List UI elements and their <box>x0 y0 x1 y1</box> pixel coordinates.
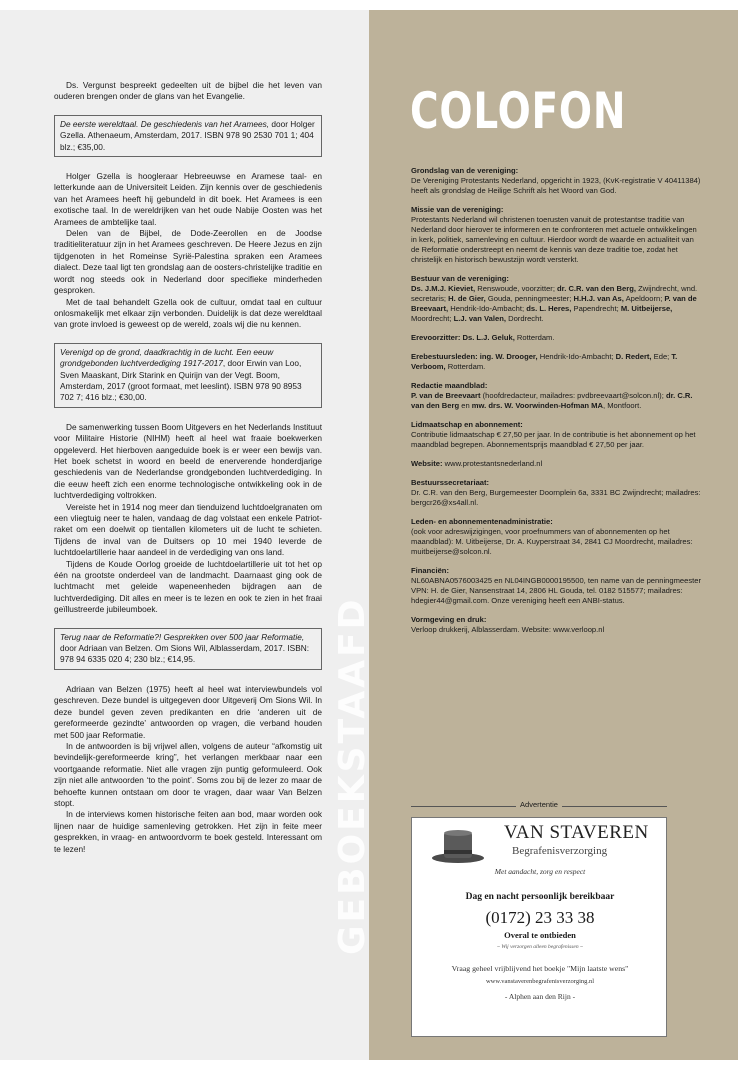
advertisement-label-row <box>411 800 667 812</box>
financien-text: NL60ABNA0576003425 en NL04INGB0000195500, ten name van de penningmeester VPN: H. de Gier, Nansenstraat 14, 2806 HL Gouda, tel. 0182 515577; mailadres: hdegier44@gmail.com. Onze vereniging heeft een ANBI-status. <box>411 576 702 605</box>
redactie-name: P. van de Breevaart <box>411 391 481 400</box>
funeral-location: - Alphen aan den Rijn - <box>504 992 576 1001</box>
book-reference-1 <box>54 115 322 157</box>
redactie-text <box>411 391 703 411</box>
redactie-name: dr. C.R. van den Berg <box>411 391 693 410</box>
erevoorzitter-section <box>411 333 703 343</box>
secretariaat-heading: Bestuurssecretariaat: <box>411 478 490 487</box>
review-2-paragraph-3: Tijdens de Koude Oorlog groeide de luchtdoelartillerie uit tot het op één na grootste onderdeel van de landmacht. Daarnaast ging ook de luchtmacht met geleide wapeneenheden bijdragen aan de luchtverdediging. Dit alles en meer is te lezen en ook te zien in het fraai geïllustreerde jubileumboek. <box>54 558 322 615</box>
funeral-advertisement[interactable] <box>411 817 667 1037</box>
ledenadministratie-text: (ook voor adreswijzigingen, voor proefnummers van of abonnementen op het maandblad): M. Uitbeijerse, Dr. A. Kuyperstraat 34, 2841 CJ Moordrecht, mailadres: muitbeijerse@solcon.nl. <box>411 527 693 556</box>
review-1-paragraph-3: Met de taal behandelt Gzella ook de cultuur, omdat taal en cultuur onlosmakelijk met elkaar zijn verbonden. Duidelijk is dat deze wereldtaal van grote invloed is geweest op de wereld, zoals wij die nu kennen. <box>54 296 322 330</box>
bestuur-member-role: Papendrecht; <box>571 304 621 313</box>
erebestuur-section <box>411 352 703 372</box>
funeral-tagline: Met aandacht, zorg en respect <box>494 867 586 876</box>
book-title-2: Verenigd op de grond, daadkrachtig in de lucht. Een eeuw grondgebonden luchtverdediging 1917-2017 <box>60 346 274 369</box>
grondslag-section <box>411 166 703 196</box>
vormgeving-text: Verloop drukkerij, Alblasserdam. Website: www.verloop.nl <box>411 625 605 634</box>
colofon-title: COLOFON <box>410 82 627 140</box>
book-title-3: Terug naar de Reformatie?! Gesprekken over 500 jaar Reformatie, <box>60 631 305 642</box>
lidmaatschap-text: Contributie lidmaatschap € 27,50 per jaar. In de contributie is het abonnement op het maandblad begrepen. Abonnementsprijs maandblad € 27,50 per jaar. <box>411 430 696 449</box>
erebestuur-text: Ede; <box>651 352 672 361</box>
erebestuur-name: T. Verboom, <box>411 352 678 371</box>
erebestuur-name: D. Redert, <box>615 352 652 361</box>
bestuur-member-role: Hendrik-Ido-Ambacht; <box>448 304 527 313</box>
section-label-geboekstaafd: GEBOEKSTAAFD <box>332 596 373 955</box>
redactie-heading: Redactie maandblad: <box>411 381 488 390</box>
book-reference-2 <box>54 343 322 408</box>
funeral-company-name: VAN STAVEREN <box>504 822 649 843</box>
bestuur-section <box>411 274 703 324</box>
erevoorzitter-text: Rotterdam. <box>514 333 555 342</box>
bestuur-list <box>411 284 703 324</box>
lidmaatschap-section <box>411 420 703 450</box>
ledenadministratie-heading: Leden- en abonnementenadministratie: <box>411 517 553 526</box>
book-reference-3 <box>54 628 322 670</box>
funeral-overal: Overal te ontbieden <box>504 930 576 940</box>
book-details-3: door Adriaan van Belzen. Om Sions Wil, Alblasserdam, 2017. ISBN: 978 94 6335 020 4; 230 blz.; €14,95. <box>60 643 310 665</box>
bestuur-member-role: Apeldoorn; <box>623 294 665 303</box>
missie-section <box>411 205 703 265</box>
redactie-detail: en <box>459 401 472 410</box>
ledenadministratie-section <box>411 517 703 557</box>
bestuur-member-name: dr. C.R. van den Berg, <box>557 284 636 293</box>
colofon-body <box>411 166 703 644</box>
financien-heading: Financiën: <box>411 566 449 575</box>
grondslag-heading: Grondslag van de vereniging: <box>411 166 519 175</box>
redactie-section <box>411 381 703 411</box>
funeral-website[interactable]: www.vanstaverenbegrafenisverzorging.nl <box>485 978 595 985</box>
grondslag-text: De Vereniging Protestants Nederland, opgericht in 1923, (KvK-registratie V 40411384) heeft als grondslag de Heilige Schrift als het Woord van God. <box>411 176 701 195</box>
book-details-2: , door Erwin van Loo, Sven Maaskant, Dirk Starink en Quirijn van der Vegt. Boom, Amsterdam, 2017 (groot formaat, met leeslint). ISBN 978 90 8953 702 7; 416 blz.; €30,00. <box>60 358 302 403</box>
redactie-detail: (hoofdredacteur, mailadres: pvdbreevaart@solcon.nl); <box>480 391 666 400</box>
erebestuur-text: Hendrik-Ido-Ambacht; <box>537 352 616 361</box>
funeral-availability: Dag en nacht persoonlijk bereikbaar <box>465 892 615 902</box>
review-1-paragraph-2: Delen van de Bijbel, de Dode-Zeerollen en de Joodse traditieliteratuur zijn in het Aramees geschreven. De Heere Jezus en zijn tijdgenoten in het Romeinse Syrië-Palestina spraken een Aramees dialect. Deze taal ligt ten grondslag aan de oosters-christelijke traditie en wordt nog steeds ook in Nederland door specifieke minderheden gesproken. <box>54 228 322 296</box>
book-reviews <box>54 80 322 855</box>
review-2-paragraph-2: Vereiste het in 1914 nog meer dan tienduizend luchtdoelgranaten om een vliegtuig neer te halen, vandaag de dag volstaat een enkele Patriot-raket om een doelwit op tientallen kilometers uit de lucht te schieten. Tijdens de inval van de Duitsers op 10 mei 1940 leverde de luchtdoelartillerie haar aandeel in de verdediging van ons land. <box>54 501 322 558</box>
bestuur-member-name: H.H.J. van As, <box>573 294 624 303</box>
review-2-paragraph-1: De samenwerking tussen Boom Uitgevers en het Nederlands Instituut voor Militaire Historie (NIHM) heeft al heel wat fraaie boekwerken opgeleverd. Het hierboven aangeduide boek is er weer een bewijs van. Het boek schetst in woord en beeld de enerverende honderdjarige geschiedenis van de Nederlandse grondgebonden luchtverdediging. In die eeuw heeft zich een enorme technologische ontwikkeling ook in de luchtverdediging voltrokken. <box>54 421 322 501</box>
bestuur-member-name: H. de Gier, <box>448 294 486 303</box>
erebestuur-text: Rotterdam. <box>445 362 486 371</box>
bestuur-member-role: Moordrecht; <box>411 314 454 323</box>
review-3-paragraph-3: In de interviews komen historische feiten aan bod, maar worden ook lijnen naar de huidige samenleving getrokken. Het zijn in feite meer gesprekken, in vraag- en antwoordvorm te boek gesteld. Interessant om te lezen! <box>54 809 322 854</box>
website-heading: Website: <box>411 459 443 468</box>
secretariaat-text: Dr. C.R. van den Berg, Burgemeester Doornplein 6a, 3331 BC Zwijndrecht; mailadres: bergcr26@xs4all.nl. <box>411 488 701 507</box>
bestuur-heading: Bestuur van de vereniging: <box>411 274 509 283</box>
erebestuur-heading: Erebestuursleden: ing. W. Drooger, <box>411 352 538 361</box>
bestuur-member-name: ds. L. Heres, <box>526 304 572 313</box>
intro-paragraph: Ds. Vergunst bespreekt gedeelten uit de bijbel die het leven van ouderen brengen onder de glans van het Evangelie. <box>54 80 322 102</box>
erevoorzitter-heading: Erevoorzitter: Ds. L.J. Geluk, <box>411 333 515 342</box>
book-details-1: door Holger Gzella. Athenaeum, Amsterdam, 2017. ISBN 978 90 2530 701 1; 404 blz.; €35,00. <box>60 118 315 152</box>
bestuur-member-name: Ds. J.M.J. Kieviet, <box>411 284 476 293</box>
missie-text: Protestants Nederland wil christenen toerusten vanuit de protestantse traditie van Nederland door hierover te informeren en te confronteren met actuele ontwikkelingen in kerk, politiek, samenleving en cultuur. Hierdoor wordt de waarde en actualiteit van de Reformatie onderstreept en neemt de kennis van deze traditie toe, zodat het christelijk en historisch bewustzijn wordt versterkt. <box>411 215 697 264</box>
website-link[interactable]: www.protestantsnederland.nl <box>442 459 543 468</box>
website-section <box>411 459 703 469</box>
bestuur-member-role: Gouda, penningmeester; <box>485 294 574 303</box>
bestuur-member-role: Renswoude, voorzitter; <box>475 284 558 293</box>
top-hat-icon <box>430 828 486 864</box>
bestuur-member-name: P. van de Breevaart, <box>411 294 697 313</box>
bestuur-member-role: Dordrecht. <box>505 314 544 323</box>
financien-section <box>411 566 703 606</box>
review-3-paragraph-2: In de antwoorden is bij vrijwel allen, volgens de auteur “afkomstig uit bevindelijk-gereformeerde kring”, het verlangen merkbaar naar een voortgaande reformatie. Niet alle vragen zijn puntig geformuleerd. Ook zijn niet alle antwoorden ‘to the point’. Soms zou bij de lezer zo maar de behoefte kunnen ontstaan om door te vragen, daar waar Van Belzen stopt. <box>54 740 322 808</box>
review-3-paragraph-1: Adriaan van Belzen (1975) heeft al heel wat interviewbundels vol geschreven. Deze bundel is uitgegeven door Uitgeverij Om Sions Wil. In deze bundel geven zeven predikanten en drie ‘anderen uit de gereformeerde gezindte’ antwoorden op vragen, die verband houden met 500 jaar Reformatie. <box>54 683 322 740</box>
bestuur-member-name: L.J. van Valen, <box>453 314 506 323</box>
funeral-phone: (0172) 23 33 38 <box>485 908 595 927</box>
advertisement-label: Advertentie <box>516 800 562 809</box>
bestuur-member-name: M. Uitbeijerse, <box>620 304 673 313</box>
redactie-detail: , Montfoort. <box>602 401 642 410</box>
lidmaatschap-heading: Lidmaatschap en abonnement: <box>411 420 523 429</box>
redactie-name: mw. drs. W. Voorwinden-Hofman MA <box>471 401 603 410</box>
review-1-paragraph-1: Holger Gzella is hoogleraar Hebreeuwse en Aramese taal- en letterkunde aan de Universiteit Leiden. Zijn kennis over de geschiedenis van het Aramees heeft hij gebundeld in dit boek. Het Aramees is een exotische taal. In de wereldrijken van het oude Nabije Oosten was het Aramees de ambtelijke taal. <box>54 171 322 227</box>
missie-heading: Missie van de vereniging: <box>411 205 504 214</box>
vormgeving-section <box>411 615 703 635</box>
bestuur-member-role: Zwijndrecht, wnd. secretaris; <box>411 284 698 303</box>
funeral-booklet-offer: Vraag geheel vrijblijvend het boekje "Mijn laatste wens" <box>451 964 629 973</box>
funeral-small-note: ~ Wij verzorgen alleen begrafenissen ~ <box>497 944 583 950</box>
funeral-company-subtitle: Begrafenisverzorging <box>512 845 608 857</box>
secretariaat-section <box>411 478 703 508</box>
book-title-1: De eerste wereldtaal. De geschiedenis van het Aramees, <box>60 118 270 129</box>
vormgeving-heading: Vormgeving en druk: <box>411 615 487 624</box>
